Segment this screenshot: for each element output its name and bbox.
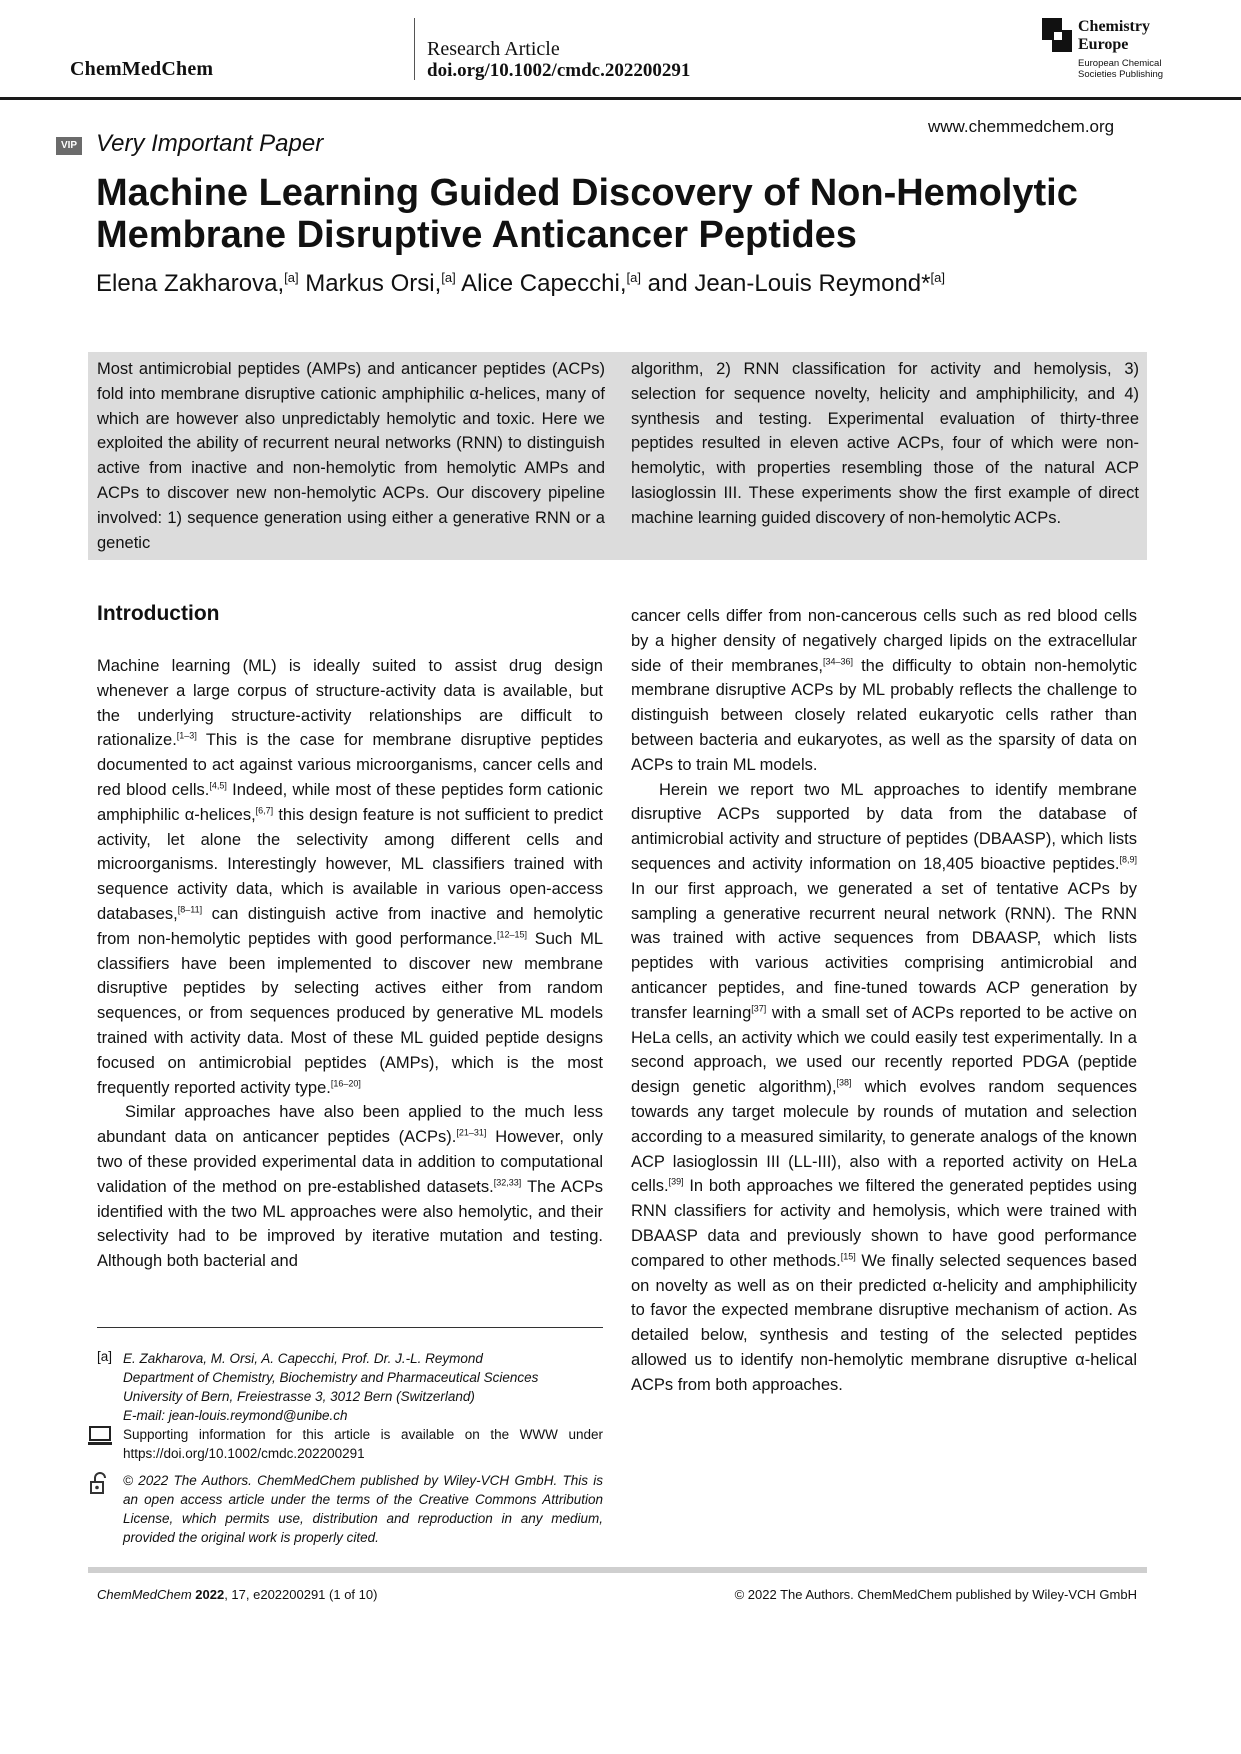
author-affiliation: [a] bbox=[626, 270, 641, 285]
publisher-sub-line-1: European Chemical bbox=[1078, 58, 1162, 69]
citation-ref[interactable]: [8–11] bbox=[177, 904, 203, 915]
publisher-name bbox=[1078, 18, 1150, 54]
paragraph-text: Herein we report two ML approaches to identify membrane disruptive ACPs supported by data from the database of antimicrobial activity and structure of peptides (DBAASP), which lists sequences and activity information on 18,405 bioactive peptides. bbox=[631, 780, 1137, 873]
paragraph-text: with a small set of ACPs reported to be active on HeLa cells, an activity which we could easily test experimentally. In a second approach, we used our recently reported PDGA (peptide design genetic algorithm), bbox=[631, 1003, 1137, 1097]
paragraph-text: We finally selected sequences based on novelty as well as on their predicted α-helicity and amphiphilicity to favor the expected membrane disruptive mechanism of action. As detailed below, synthesis and testing of the selected peptides allowed us to identify non-hemolytic membrane disruptive α-helical ACPs from both approaches. bbox=[631, 1251, 1137, 1394]
paragraph-text: In both approaches we filtered the generated peptides using RNN classifiers for activity and hemolysis, which were trained with DBAASP data and previously shown to have good performance compared to other methods. bbox=[631, 1177, 1137, 1270]
publisher-name-line-2: Europe bbox=[1078, 36, 1129, 53]
body-right-column bbox=[631, 604, 1137, 1398]
citation-ref[interactable]: [1–3] bbox=[176, 730, 197, 741]
footer-year: 2022 bbox=[195, 1587, 225, 1602]
journal-website[interactable]: www.chemmedchem.org bbox=[928, 117, 1115, 136]
chemistry-europe-logo-icon bbox=[1042, 18, 1072, 52]
journal-name: ChemMedChem bbox=[70, 58, 214, 80]
computer-icon bbox=[88, 1426, 112, 1446]
author-name: Alice Capecchi, bbox=[461, 270, 627, 297]
affiliation-label: [a] bbox=[97, 1349, 113, 1364]
publisher-sub-line-2: Societies Publishing bbox=[1078, 69, 1164, 80]
author-affiliation: [a] bbox=[441, 270, 456, 285]
author-affiliation: [a] bbox=[284, 270, 299, 285]
citation-ref[interactable]: [38] bbox=[836, 1077, 852, 1088]
header-divider bbox=[414, 18, 415, 80]
paragraph-text: This is the case for membrane disruptive peptides documented to act against various microorganisms, cancer cells and red blood cells. bbox=[97, 731, 603, 799]
open-access-note: © 2022 The Authors. ChemMedChem published by Wiley-VCH GmbH. This is an open access article under the terms of the Creative Commons Attribution License, which permits use, distribution and reproduction in any medium, provided the original work is properly cited. bbox=[123, 1473, 603, 1545]
paragraph-text: In our first approach, we generated a set of tentative ACPs by sampling a generative recurrent neural network (RNN). The RNN was trained with active sequences from DBAASP, which lists peptides with various activities comprising antimicrobial and anticancer peptides, and fine-tuned towards ACP generation by transfer learning bbox=[631, 879, 1137, 1022]
citation-ref[interactable]: [34–36] bbox=[823, 656, 854, 667]
citation-ref[interactable]: [8,9] bbox=[1119, 854, 1137, 865]
publisher-name-line-1: Chemistry bbox=[1078, 18, 1150, 35]
paragraph-text: The ACPs identified with the two ML approaches were also hemolytic, and their selectivity had to be improved by iterative mutation and testing. Although both bacterial and bbox=[97, 1177, 603, 1271]
paragraph-text: Similar approaches have also been applied to the much less abundant data on anticancer peptides (ACPs). bbox=[97, 1103, 603, 1147]
vip-badge: VIP bbox=[56, 137, 82, 155]
paragraph-text: which evolves random sequences towards any target molecule by rounds of mutation and selection according to a measured similarity, to generate analogs of the known ACP lasioglossin III (LL-III), also with a reported activity on HeLa cells. bbox=[631, 1078, 1137, 1196]
section-heading-introduction: Introduction bbox=[97, 602, 220, 625]
affiliation-line: University of Bern, Freiestrasse 3, 3012 Bern (Switzerland) bbox=[123, 1389, 475, 1404]
citation-ref[interactable]: [21–31] bbox=[456, 1127, 487, 1138]
body-left-column bbox=[97, 654, 603, 1274]
affiliation-line: E. Zakharova, M. Orsi, A. Capecchi, Prof. Dr. J.-L. Reymond bbox=[123, 1351, 483, 1366]
article-type: Research Article bbox=[427, 38, 560, 60]
authors-conjunction: and bbox=[647, 270, 688, 297]
paragraph-text: cancer cells differ from non-cancerous cells such as red blood cells by a higher density of negatively charged lipids on the extracellular side of their membranes, bbox=[631, 607, 1137, 675]
footer-journal: ChemMedChem bbox=[97, 1587, 192, 1602]
header-rule bbox=[0, 97, 1241, 100]
paragraph-text: the difficulty to obtain non-hemolytic membrane disruptive ACPs by ML probably reflects the challenge to distinguish between closely related eukaryotic cells rather than between bacteria and eukaryotes, as well as the sparsity of data on ACPs to train ML models. bbox=[631, 656, 1137, 774]
footer-copyright: © 2022 The Authors. ChemMedChem published by Wiley-VCH GmbH bbox=[734, 1587, 1137, 1602]
author-name: Elena Zakharova, bbox=[96, 270, 285, 297]
author-name: Markus Orsi, bbox=[305, 270, 442, 297]
article-title bbox=[96, 172, 1156, 256]
author-list bbox=[96, 270, 945, 298]
paragraph-text: Indeed, while most of these peptides form cationic amphiphilic α-helices, bbox=[97, 780, 603, 824]
paragraph-text: However, only two of these provided experimental data in addition to computational validation of the method on pre-established datasets. bbox=[97, 1128, 604, 1196]
citation-ref[interactable]: [32,33] bbox=[493, 1177, 522, 1188]
affiliation-email[interactable]: E-mail: jean-louis.reymond@unibe.ch bbox=[123, 1408, 348, 1423]
author-affiliation: [a] bbox=[930, 270, 945, 285]
body-paragraph bbox=[631, 778, 1137, 1398]
citation-ref[interactable]: [37] bbox=[751, 1003, 767, 1014]
title-line-2: Membrane Disruptive Anticancer Peptides bbox=[96, 214, 857, 256]
paragraph-text: Such ML classifiers have been implemented to discover new membrane disruptive peptides by selecting actives either from random sequences, or from sequences produced by generative ML models trained with activity data. Most of these ML guided peptide designs focused on antimicrobial peptides (AMPs), which is the most frequently reported activity type. bbox=[97, 929, 603, 1097]
supporting-information-note: Supporting information for this article is available on the WWW under https://doi.org/10.1002/cmdc.202200291 bbox=[123, 1427, 603, 1461]
body-paragraph bbox=[631, 604, 1137, 778]
author-name: Jean-Louis Reymond bbox=[694, 270, 922, 297]
paragraph-text: can distinguish active from inactive and hemolytic from non-hemolytic peptides with good performance. bbox=[97, 904, 603, 948]
vip-label: Very Important Paper bbox=[96, 130, 324, 157]
publisher-subtitle bbox=[1078, 58, 1163, 80]
footer-citation bbox=[97, 1587, 377, 1602]
citation-ref[interactable]: [12–15] bbox=[496, 929, 528, 940]
footnote-rule bbox=[97, 1327, 603, 1328]
footer-volume-pages: , 17, e202200291 (1 of 10) bbox=[224, 1587, 378, 1602]
citation-ref[interactable]: [39] bbox=[668, 1176, 684, 1187]
affiliation-line: Department of Chemistry, Biochemistry and Pharmaceutical Sciences bbox=[123, 1370, 539, 1385]
doi-link[interactable]: doi.org/10.1002/cmdc.202200291 bbox=[427, 60, 691, 81]
body-paragraph bbox=[97, 654, 603, 1100]
paragraph-text: Machine learning (ML) is ideally suited to assist drug design whenever a large corpus of structure-activity data is available, but the underlying structure-activity relationships are difficult to rationalize. bbox=[97, 657, 603, 750]
citation-ref[interactable]: [15] bbox=[840, 1251, 856, 1262]
title-line-1: Machine Learning Guided Discovery of Non-Hemolytic bbox=[96, 172, 1078, 214]
citation-ref[interactable]: [16–20] bbox=[330, 1078, 361, 1089]
affiliation-footnote bbox=[123, 1349, 603, 1425]
paragraph-text: this design feature is not sufficient to predict activity, let alone the selectivity among different cells and microorganisms. Interestingly however, ML classifiers trained with sequence activity data, which is available in various open-access databases, bbox=[97, 805, 603, 923]
open-access-icon bbox=[90, 1472, 108, 1494]
corresponding-author-mark: * bbox=[921, 270, 931, 297]
footer-rule bbox=[88, 1567, 1147, 1573]
abstract-right-column: algorithm, 2) RNN classification for activity and hemolysis, 3) selection for sequence novelty, helicity and amphiphilicity, and 4) synthesis and testing. Experimental evaluation of thirty-three peptides resulted in eleven active ACPs, four of which were non-hemolytic, with properties resembling those of the natural ACP lasioglossin III. These experiments show the first example of direct machine learning guided discovery of non-hemolytic ACPs. bbox=[631, 360, 1139, 527]
citation-ref[interactable]: [4,5] bbox=[209, 780, 227, 791]
abstract-left-column: Most antimicrobial peptides (AMPs) and anticancer peptides (ACPs) fold into membrane disruptive cationic amphiphilic α-helices, many of which are however also unpredictably hemolytic and toxic. Here we exploited the ability of recurrent neural networks (RNN) to distinguish active from inactive and non-hemolytic from hemolytic AMPs and ACPs to discover new non-hemolytic ACPs. Our discovery pipeline involved: 1) sequence generation using either a generative RNN or a genetic bbox=[97, 360, 605, 552]
body-paragraph bbox=[97, 1100, 603, 1274]
citation-ref[interactable]: [6,7] bbox=[255, 805, 274, 816]
